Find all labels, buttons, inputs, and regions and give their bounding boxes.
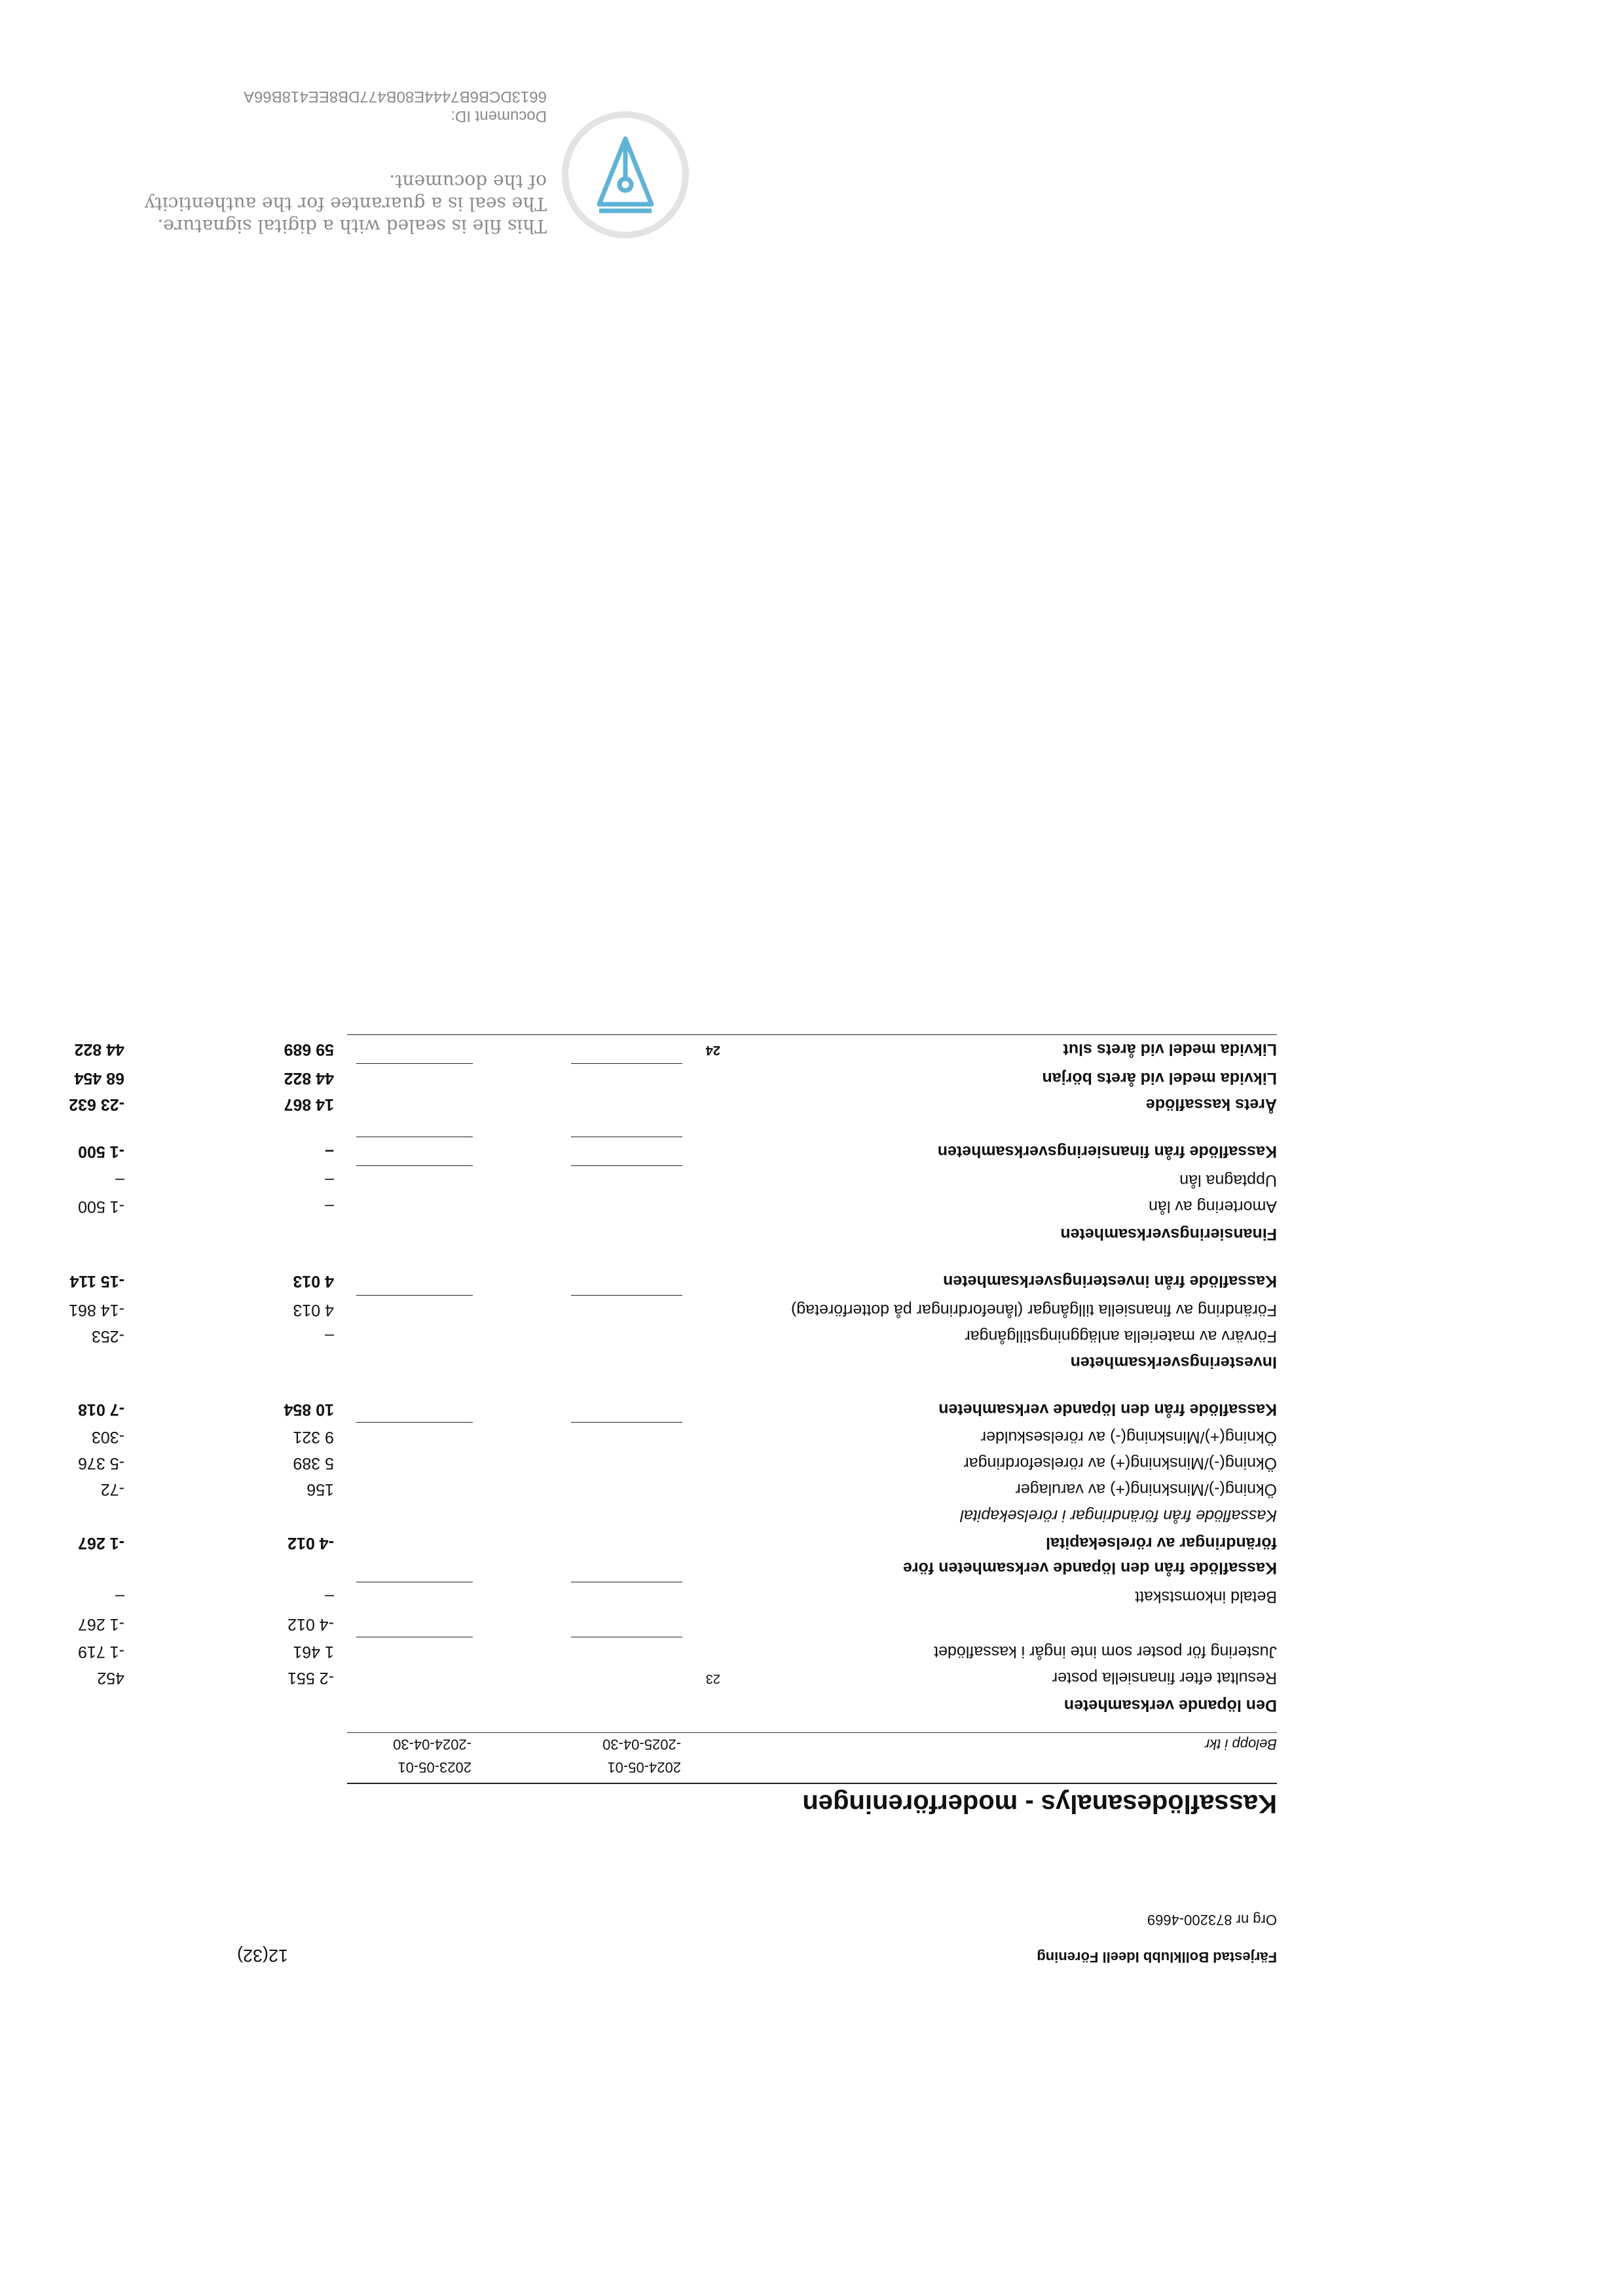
value-current-year: -4 012 [287,1534,334,1552]
row-label: Årets kassaflöde [1145,1095,1277,1114]
title-divider [347,1783,1277,1784]
seal-text-line: The seal is a guarantee for the authenticity [144,193,547,215]
org-number: Org nr 873200-4669 [1147,1912,1277,1928]
value-prior-year: -72 [100,1480,124,1499]
table-row [97,1667,1277,1687]
value-prior-year: -14 861 [69,1301,124,1319]
table-row-total [78,1399,1277,1419]
seal-icon [560,109,691,240]
value-current-year: 5 389 [293,1454,334,1472]
value-prior-year: 44 822 [74,1040,124,1059]
row-label: Ökning(+)/Minskning(-) av rörelseskulder [980,1428,1277,1446]
table-row-total [74,1039,1277,1059]
value-current-year: 1 461 [293,1643,334,1661]
value-current-year: – [325,1197,334,1216]
row-label: Kassaflöde från investeringsverksamheten [943,1272,1277,1290]
table-row-subtotal [78,1533,1277,1552]
subtotal-line [356,1063,473,1064]
column-header-current-year-start: 2024-05-01 [607,1759,681,1776]
subtotal-line [571,1422,682,1423]
table-row [78,1196,1277,1216]
row-label: Likvida medel vid årets slut [1063,1040,1277,1059]
value-current-year: – [325,1171,334,1190]
value-prior-year: -1 719 [78,1643,124,1661]
table-bottom-rule [347,1034,1277,1035]
value-prior-year: – [115,1588,124,1606]
value-current-year: 4 013 [293,1272,334,1290]
row-label: Kassaflöde från den löpande verksamheten före [902,1559,1277,1577]
row-label: Ökning(-)/Minskning(+) av rörelsefordringar [963,1454,1277,1472]
value-current-year: -4 012 [287,1615,334,1633]
value-prior-year: -1 500 [78,1142,124,1161]
row-label: Investeringsverksamheten [1070,1353,1277,1372]
value-prior-year: -7 018 [78,1400,124,1419]
seal-text-line: This file is sealed with a digital signature. [157,215,547,237]
row-label: Förvärv av materiella anläggningstillgångar [965,1327,1277,1345]
table-row [78,1641,1277,1661]
value-current-year: – [325,1327,334,1345]
row-label: Kassaflöde från den löpande verksamheten [938,1400,1277,1419]
table-row-total [69,1271,1277,1290]
value-current-year: 14 867 [284,1095,334,1114]
organization-name: Färjestad Bollklubb Ideell Förening [1037,1949,1277,1965]
value-current-year: 156 [306,1480,334,1499]
table-row-subtotal [347,1558,1277,1577]
page-number: 12(32) [236,1946,288,1965]
section-heading-operating [347,1695,1277,1715]
table-row-total [78,1141,1277,1161]
row-label: Den löpande verksamheten [1063,1696,1277,1715]
value-prior-year: -1 267 [78,1615,124,1633]
value-current-year: -2 551 [287,1669,334,1687]
header-divider [347,1732,1277,1733]
row-label: Finansieringsverksamheten [1060,1225,1277,1243]
value-current-year: – [325,1142,334,1161]
amount-unit-label: Belopp i tkr [1204,1736,1277,1753]
document-id-label: Document ID: [451,107,547,125]
table-row [100,1479,1277,1499]
subsection-heading-working-capital [347,1505,1277,1525]
table-row [74,1068,1277,1087]
row-label: Kassaflöde från förändringar i rörelsekapital [960,1506,1277,1525]
row-label: Amortering av lån [1149,1197,1277,1216]
section-heading-financing [347,1224,1277,1243]
table-row-total [69,1094,1277,1114]
value-prior-year: – [115,1171,124,1190]
seal-text [145,170,547,237]
value-prior-year: -23 632 [69,1095,124,1114]
row-label: Ökning(-)/Minskning(+) av varulager [1015,1480,1277,1499]
value-prior-year: -303 [91,1428,124,1446]
seal-text-line: of the document. [389,171,547,192]
page-title: Kassaflödesanalys - moderföreningen [802,1789,1277,1818]
value-prior-year: -15 114 [69,1272,124,1290]
value-current-year: 59 689 [284,1040,334,1059]
value-current-year: 44 822 [284,1069,334,1087]
row-label: Förändring av finansiella tillgångar (lånefordringar på dotterföretag) [790,1301,1277,1319]
note-reference: 23 [705,1671,720,1686]
table-row-subtotal [78,1614,1277,1633]
value-current-year: 10 854 [284,1400,334,1419]
row-label: Betald inkomstskatt [1135,1588,1277,1606]
subtotal-line [571,1165,682,1166]
table-row [91,1326,1277,1345]
value-prior-year: 452 [97,1669,124,1687]
table-row [115,1586,1277,1606]
value-prior-year: -1 500 [78,1197,124,1216]
value-current-year: 9 321 [293,1428,334,1446]
value-prior-year: -253 [91,1327,124,1345]
fountain-pen-nib-icon [599,139,652,211]
subtotal-line [356,1422,473,1423]
table-row [115,1170,1277,1190]
subtotal-line [356,1165,473,1166]
row-label: förändringar av rörelsekapital [1046,1534,1277,1552]
column-header-prior-year-start: 2023-05-01 [397,1759,471,1776]
row-label: Resultat efter finansiella poster [1052,1669,1277,1687]
table-row [69,1300,1277,1319]
row-label: Kassaflöde från finansieringsverksamheten [937,1142,1277,1161]
value-prior-year: -5 376 [78,1454,124,1472]
row-label: Justering för poster som inte ingår i kassaflödet [934,1643,1277,1661]
row-label: Upptagna lån [1179,1171,1277,1190]
section-heading-investing [347,1352,1277,1372]
note-reference: 24 [705,1043,720,1057]
subtotal-line [571,1295,682,1296]
column-header-prior-year-end: -2024-04-30 [393,1736,471,1753]
value-prior-year: -1 267 [78,1534,124,1552]
table-row [91,1427,1277,1446]
subtotal-line [571,1063,682,1064]
seal-document-id [244,86,547,126]
table-row [78,1453,1277,1472]
subtotal-line [356,1295,473,1296]
row-label: Likvida medel vid årets början [1042,1069,1277,1087]
value-current-year: 4 013 [293,1301,334,1319]
column-header-current-year-end: -2025-04-30 [602,1736,681,1753]
value-prior-year: 68 454 [74,1069,124,1087]
document-id-value: 6613DCB6B7444E80B477DB8EE418B66A [243,88,547,105]
value-current-year: – [325,1588,334,1606]
